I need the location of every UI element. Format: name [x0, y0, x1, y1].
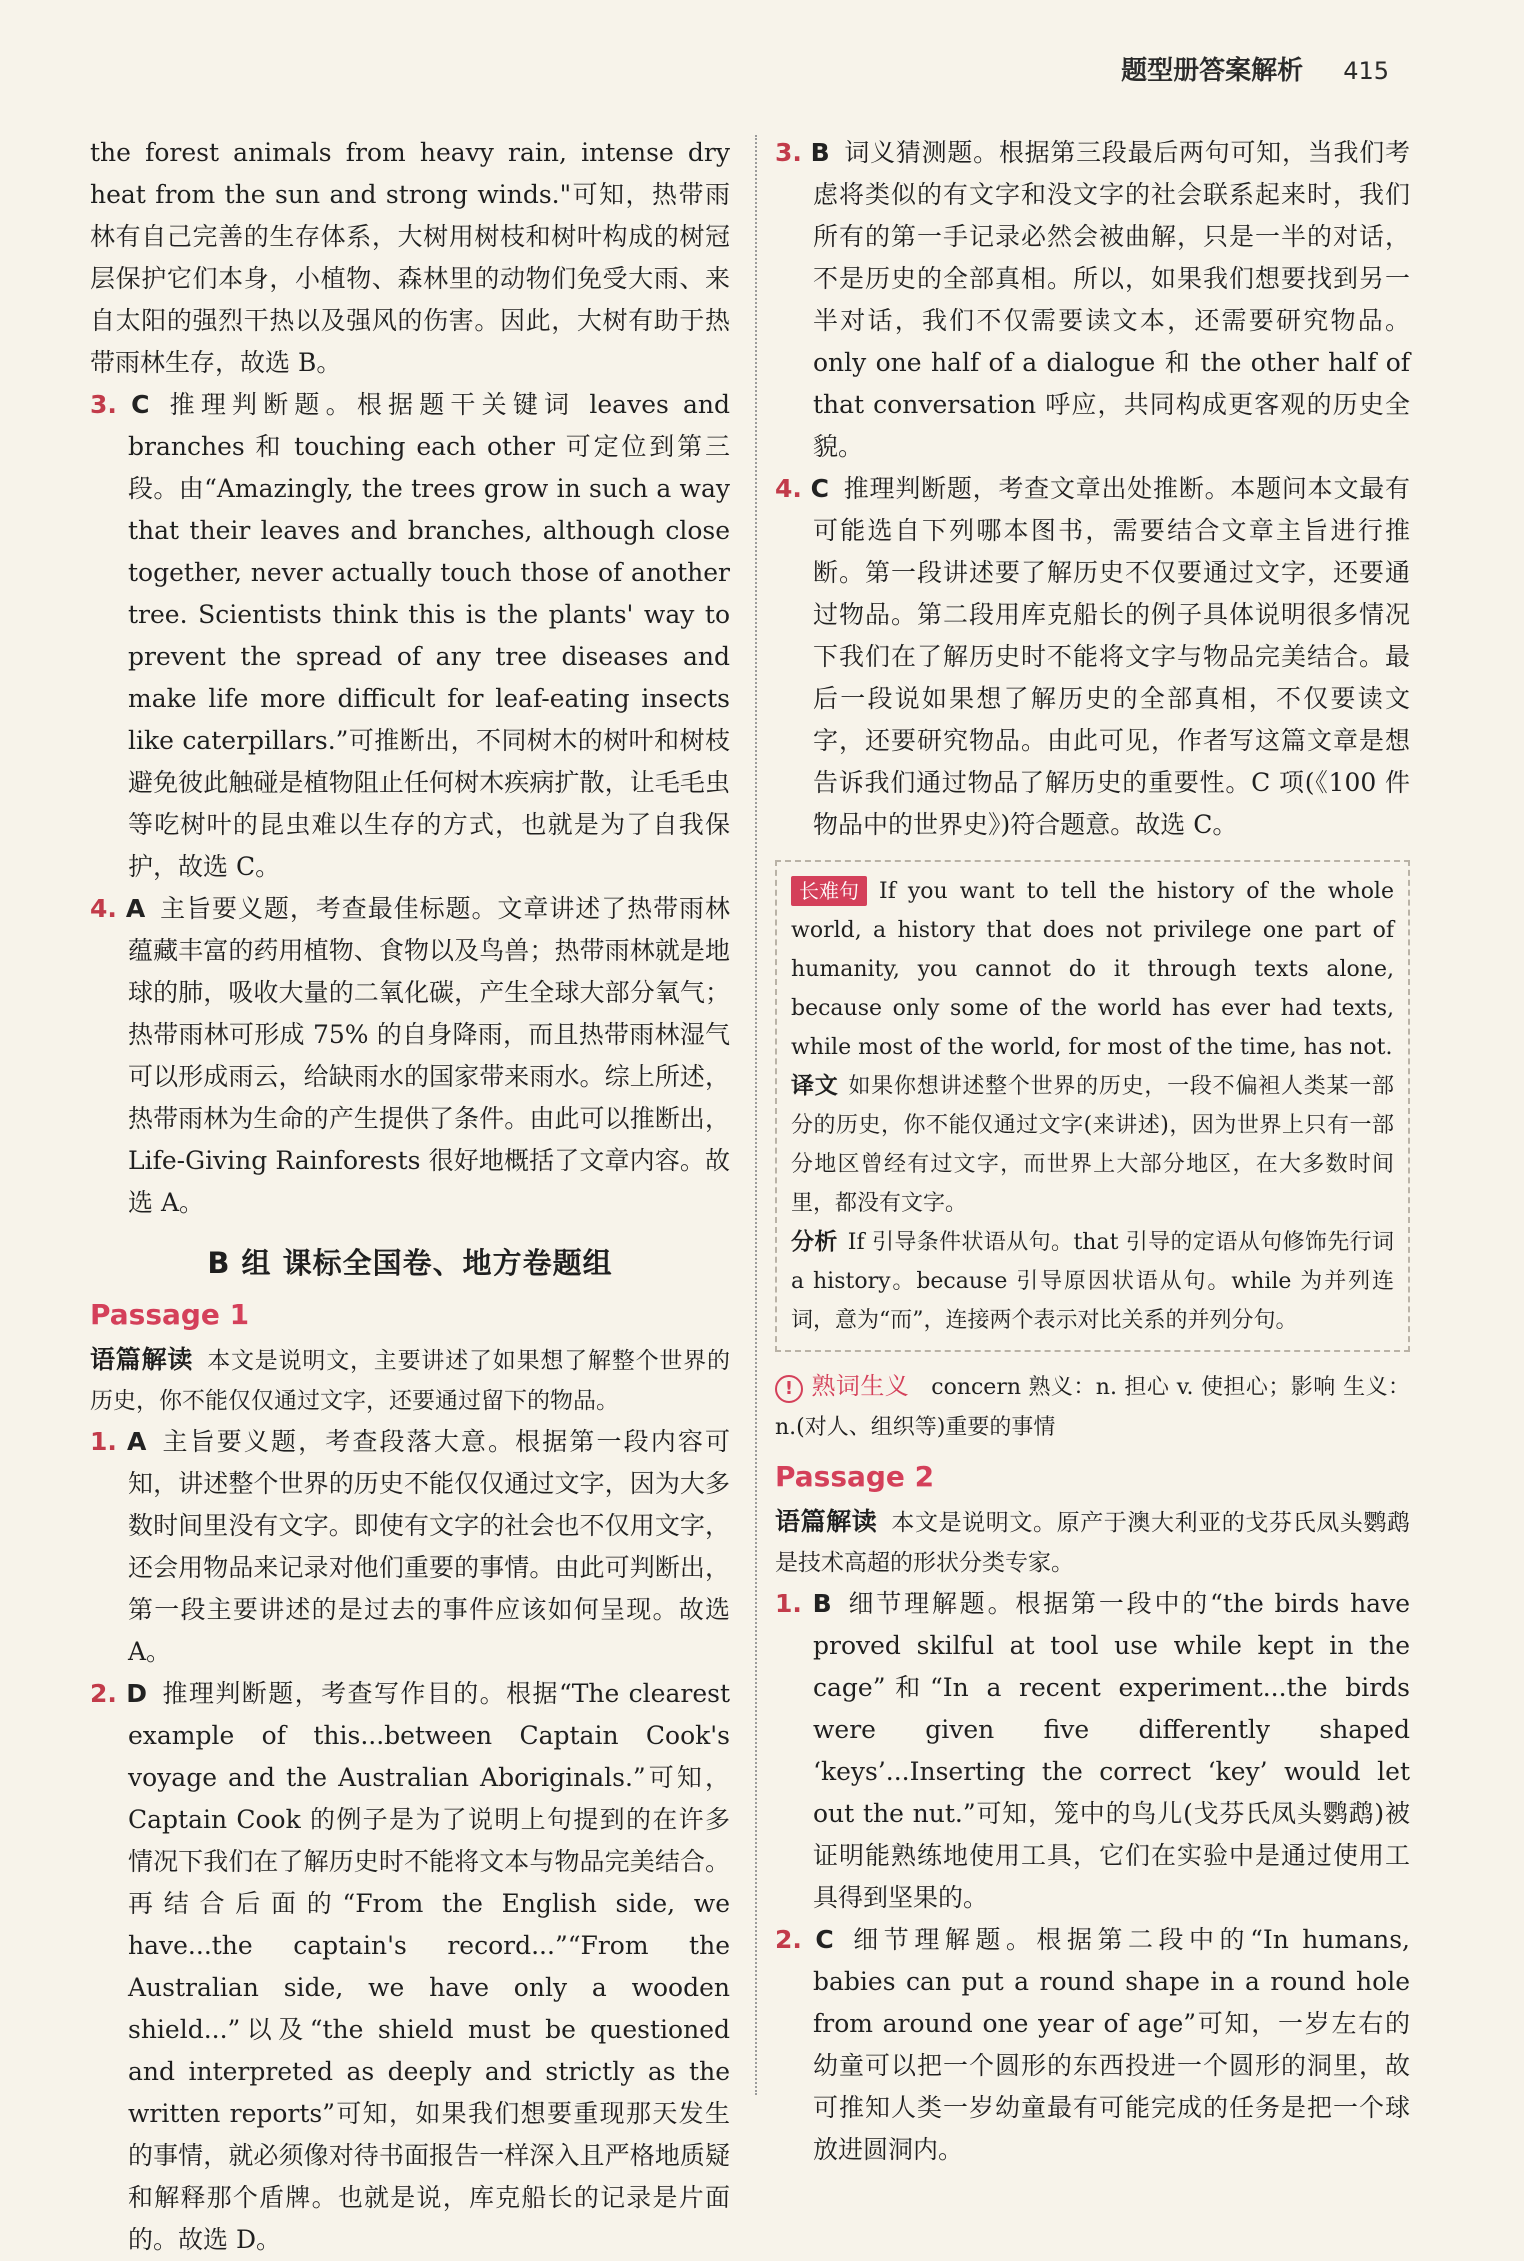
explanation-text: 推理判断题，考查写作目的。根据“The clearest example of this...between Captain Cook's voyage and the Australian Aboriginals.”可知，Captain Cook 的例子是为了说明上句提到的在许多情况下我们在了解历史时不能将文本与物品完美结合。再结合后面的“From the English side, we have...the captain's record...”“From the Australian side, we have only a wooden shield...”以及“the shield must be questioned and interpreted as deeply and strictly as the written reports”可知，如果我们想要重现那天发生的事情，就必须像对待书面报告一样深入且严格地质疑和解释那个盾牌。也就是说，库克船长的记录是片面的。故选 D。 — [128, 1679, 730, 2254]
explanation-text: 推理判断题。根据题干关键词 leaves and branches 和 touching each other 可定位到第三段。由“Amazingly, the trees grow in such a way that their leaves and branches, although close together, never actually touch those of another tree. Scientists think this is the plants' way to prevent the spread of any tree diseases and make life more difficult for leaf-eating insects like caterpillars.”可推断出，不同树木的树叶和树枝避免彼此触碰是植物阻止任何树木疾病扩散，让毛毛虫等吃树叶的昆虫难以生存的方式，也就是为了自我保护，故选 C。 — [128, 390, 730, 881]
vocab-text: concern 熟义：n. 担心 v. 使担心；影响 生义：n.(对人、组织等)重要的事情 — [775, 1375, 1411, 1440]
sentence-text: If you want to tell the history of the whole world, a history that does not privilege one part of humanity, you cannot do it through texts alone, because only some of the world has ever had texts, while most of the world, for most of the time, has not. — [791, 879, 1394, 1060]
explanation-text: 主旨要义题，考查段落大意。根据第一段内容可知，讲述整个世界的历史不能仅仅通过文字，因为大多数时间里没有文字。即使有文字的社会也不仅用文字，还会用物品来记录对他们重要的事情。由此可判断出，第一段主要讲述的是过去的事件应该如何呈现。故选 A。 — [128, 1427, 730, 1666]
long-sentence — [791, 872, 1394, 1067]
explanation-text: 词义猜测题。根据第三段最后两句可知，当我们考虑将类似的有文字和没文字的社会联系起来时，我们所有的第一手记录必然会被曲解，只是一半的对话，不是历史的全部真相。所以，如果我们想要找到另一半对话，我们不仅需要读文本，还需要研究物品。only one half of a dialogue 和 the other half of that conversation 呼应，共同构成更客观的历史全貌。 — [813, 138, 1410, 461]
page-number: 415 — [1343, 57, 1389, 85]
column-divider — [755, 135, 757, 2095]
analysis-label: 分析 — [791, 1229, 838, 1255]
intro-text: 本文是说明文。原产于澳大利亚的戈芬氏凤头鹦鹉是技术高超的形状分类专家。 — [775, 1510, 1410, 1576]
answer-item-q4 — [775, 468, 1410, 846]
answer-item-q1 — [775, 1583, 1410, 1919]
answer-item-q2 — [775, 1919, 1410, 2171]
answer-item-q3 — [775, 132, 1410, 468]
intro-text: 本文是说明文，主要讲述了如果想了解整个世界的历史，你不能仅仅通过文字，还要通过留下的物品。 — [90, 1348, 730, 1414]
answer-letter: B — [812, 1589, 832, 1618]
answer-letter: A — [126, 1427, 147, 1456]
analysis-text: If 引导条件状语从句。that 引导的定语从句修饰先行词 a history。because 引导原因状语从句。while 为并列连词，意为“而”，连接两个表示对比关系的并列分句。 — [791, 1230, 1395, 1333]
intro-label: 语篇解读 — [775, 1507, 878, 1536]
answer-letter: B — [810, 138, 830, 167]
right-column — [775, 132, 1410, 2171]
passage-title: Passage 2 — [775, 1460, 935, 1493]
question-number: 4. — [90, 894, 117, 923]
explanation-text: 细节理解题。根据第一段中的“the birds have proved skilful at tool use while kept in the cage”和“In a recent experiment...the birds were given five differently shaped ‘keys’...Inserting the correct ‘key’ would let out the nut.”可知，笼中的鸟儿(戈芬氏凤头鹦鹉)被证明能熟练地使用工具，它们在实验中是通过使用工具得到坚果的。 — [813, 1589, 1411, 1912]
answer-letter: C — [815, 1925, 834, 1954]
question-number: 1. — [90, 1427, 117, 1456]
question-number: 2. — [90, 1679, 117, 1708]
explanation-text: 细节理解题。根据第二段中的“In humans, babies can put a round shape in a round hole from around one year of age”可知，一岁左右的幼童可以把一个圆形的东西投进一个圆形的洞里，故可推知人类一岁幼童最有可能完成的任务是把一个球放进圆洞内。 — [813, 1925, 1410, 2164]
answer-letter: C — [810, 474, 829, 503]
section-title: B 组 课标全国卷、地方卷题组 — [207, 1246, 613, 1280]
exclamation-icon: ! — [775, 1375, 803, 1403]
continued-paragraph: the forest animals from heavy rain, intense dry heat from the sun and strong winds."可知，热带雨林有自己完善的生存体系，大树用树枝和树叶构成的树冠层保护它们本身，小植物、森林里的动物们免受大雨、来自太阳的强烈干热以及强风的伤害。因此，大树有助于热带雨林生存，故选 B。 — [90, 138, 730, 377]
question-number: 3. — [775, 138, 802, 167]
translation-text: 如果你想讲述整个世界的历史，一段不偏袒人类某一部分的历史，你不能仅通过文字(来讲述)，因为世界上只有一部分地区曾经有过文字，而世界上大部分地区，在大多数时间里，都没有文字。 — [791, 1074, 1394, 1216]
answer-letter: D — [126, 1679, 148, 1708]
explanation-text: 主旨要义题，考查最佳标题。文章讲述了热带雨林蕴藏丰富的药用植物、食物以及鸟兽；热带雨林就是地球的肺，吸收大量的二氧化碳，产生全球大部分氧气；热带雨林可形成 75% 的自身降雨，而且热带雨林湿气可以形成雨云，给缺雨水的国家带来雨水。综上所述，热带雨林为生命的产生提供了条件。由此可以推断出，Life-Giving Rainforests 很好地概括了文章内容。故选 A。 — [128, 894, 730, 1217]
page-header — [1121, 50, 1389, 87]
answer-letter: A — [125, 894, 146, 923]
answer-item-q2 — [90, 1673, 730, 2261]
intro-label: 语篇解读 — [90, 1345, 194, 1374]
running-title: 题型册答案解析 — [1121, 56, 1304, 86]
question-number: 3. — [90, 390, 117, 419]
translation-label: 译文 — [791, 1073, 839, 1099]
analysis — [791, 1223, 1394, 1340]
explanation-text: 推理判断题，考查文章出处推断。本题问本文最有可能选自下列哪本图书，需要结合文章主旨进行推断。第一段讲述要了解历史不仅要通过文字，还要通过物品。第二段用库克船长的例子具体说明很多情况下我们在了解历史时不能将文字与物品完美结合。最后一段说如果想了解历史的全部真相，不仅要读文字，还要研究物品。由此可见，作者写这篇文章是想告诉我们通过物品了解历史的重要性。C 项(《100 件物品中的世界史》)符合题意。故选 C。 — [813, 474, 1410, 839]
answer-item-q1 — [90, 1421, 730, 1673]
question-number: 2. — [775, 1925, 802, 1954]
question-number: 1. — [775, 1589, 802, 1618]
long-sentence-box — [775, 860, 1410, 1352]
answer-letter: C — [131, 390, 150, 419]
question-number: 4. — [775, 474, 802, 503]
vocab-label: 熟词生义 — [811, 1372, 910, 1400]
answer-item-q4 — [90, 888, 730, 1224]
vocab-note — [775, 1366, 1410, 1448]
translation — [791, 1067, 1394, 1223]
passage-title: Passage 1 — [90, 1298, 250, 1331]
passage-intro — [90, 1340, 730, 1421]
long-sentence-tag: 长难句 — [791, 876, 867, 906]
answer-item-q3 — [90, 384, 730, 888]
left-column — [90, 132, 730, 2261]
passage-intro — [775, 1502, 1410, 1583]
